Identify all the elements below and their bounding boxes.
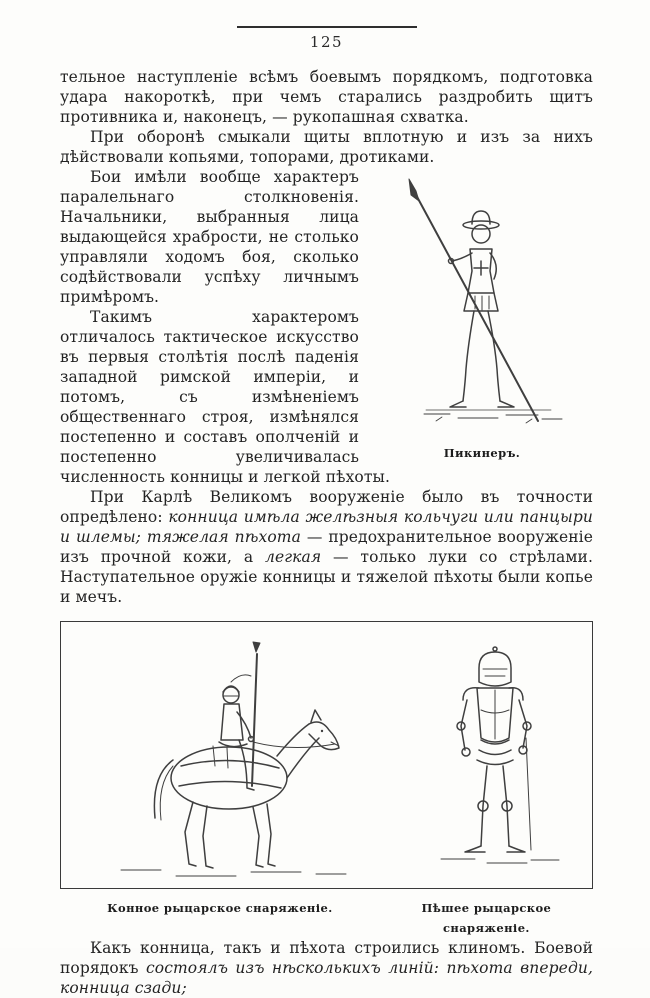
- text-run: тельное наступленіе всѣмъ боевымъ порядкомъ, подготовка удара накороткѣ, при чемъ старались раздробить щитъ противника и, наконецъ, — рукопашная схватка.: [60, 68, 593, 126]
- foot-knight-caption: Пѣшее рыцарское снаряженіе.: [421, 901, 552, 935]
- page-header: [60, 26, 593, 51]
- pikeman-figure: [371, 169, 593, 463]
- text-run: При оборонѣ смыкали щиты вплотную и изъ за нихъ дѣйствовали копьями, топорами, дротиками.: [60, 128, 593, 166]
- text-run: — только луки со стрѣлами. Наступательное оружіе конницы и тяжелой пѣхоты были копье и мечъ.: [60, 548, 593, 606]
- italic-text-run: конница имѣла желѣзныя кольчуги или панцыри и шлемы; тяжелая пѣхота: [60, 508, 593, 546]
- text-run: Такимъ характеромъ отличалось тактическое искусство въ первыя столѣтія послѣ паденія западной римской имперіи, и потомъ, съ измѣненіемъ общественнаго строя, измѣнялся постепенно и составъ ополченій и постепенно увеличивалась численность конницы и легкой пѣхоты.: [60, 308, 391, 486]
- pikeman-illustration: [376, 169, 588, 441]
- text-run: — предохранительное вооруженіе изъ прочной кожи, а: [60, 528, 593, 566]
- body-text: [60, 67, 593, 998]
- paragraph-defense: [60, 127, 593, 167]
- standing-knight-illustration: [411, 638, 576, 884]
- header-rule: [237, 26, 417, 28]
- paragraph-closing: [60, 938, 593, 998]
- italic-text-run: легкая: [264, 548, 322, 566]
- italic-text-run: состоялъ изъ нѣсколькихъ линій: пѣхота впереди, конница сзади;: [60, 959, 593, 997]
- pikeman-caption: Пикинеръ.: [443, 446, 521, 460]
- mounted-knight-caption: Конное рыцарское снаряженіе.: [107, 901, 333, 915]
- mounted-knight-illustration: [81, 638, 381, 884]
- paragraph-karl: [60, 487, 593, 607]
- knights-captions: [60, 896, 593, 938]
- text-run: Бои имѣли вообще характеръ паралельнаго столкновенія. Начальники, выбранныя лица выдающейся храбрости, не столько управляли ходомъ боя, сколько содѣйствовали успѣху личнымъ примѣромъ.: [60, 168, 359, 306]
- knights-figure: [60, 621, 593, 938]
- text-run: При Карлѣ Великомъ вооруженіе было въ точности опредѣлено:: [60, 488, 593, 526]
- text-run: Какъ конница, такъ и пѣхота строились клиномъ. Боевой порядокъ: [60, 939, 593, 977]
- page-number: 125: [309, 33, 344, 51]
- paragraph-continuation: [60, 67, 593, 127]
- knights-frame: [60, 621, 593, 889]
